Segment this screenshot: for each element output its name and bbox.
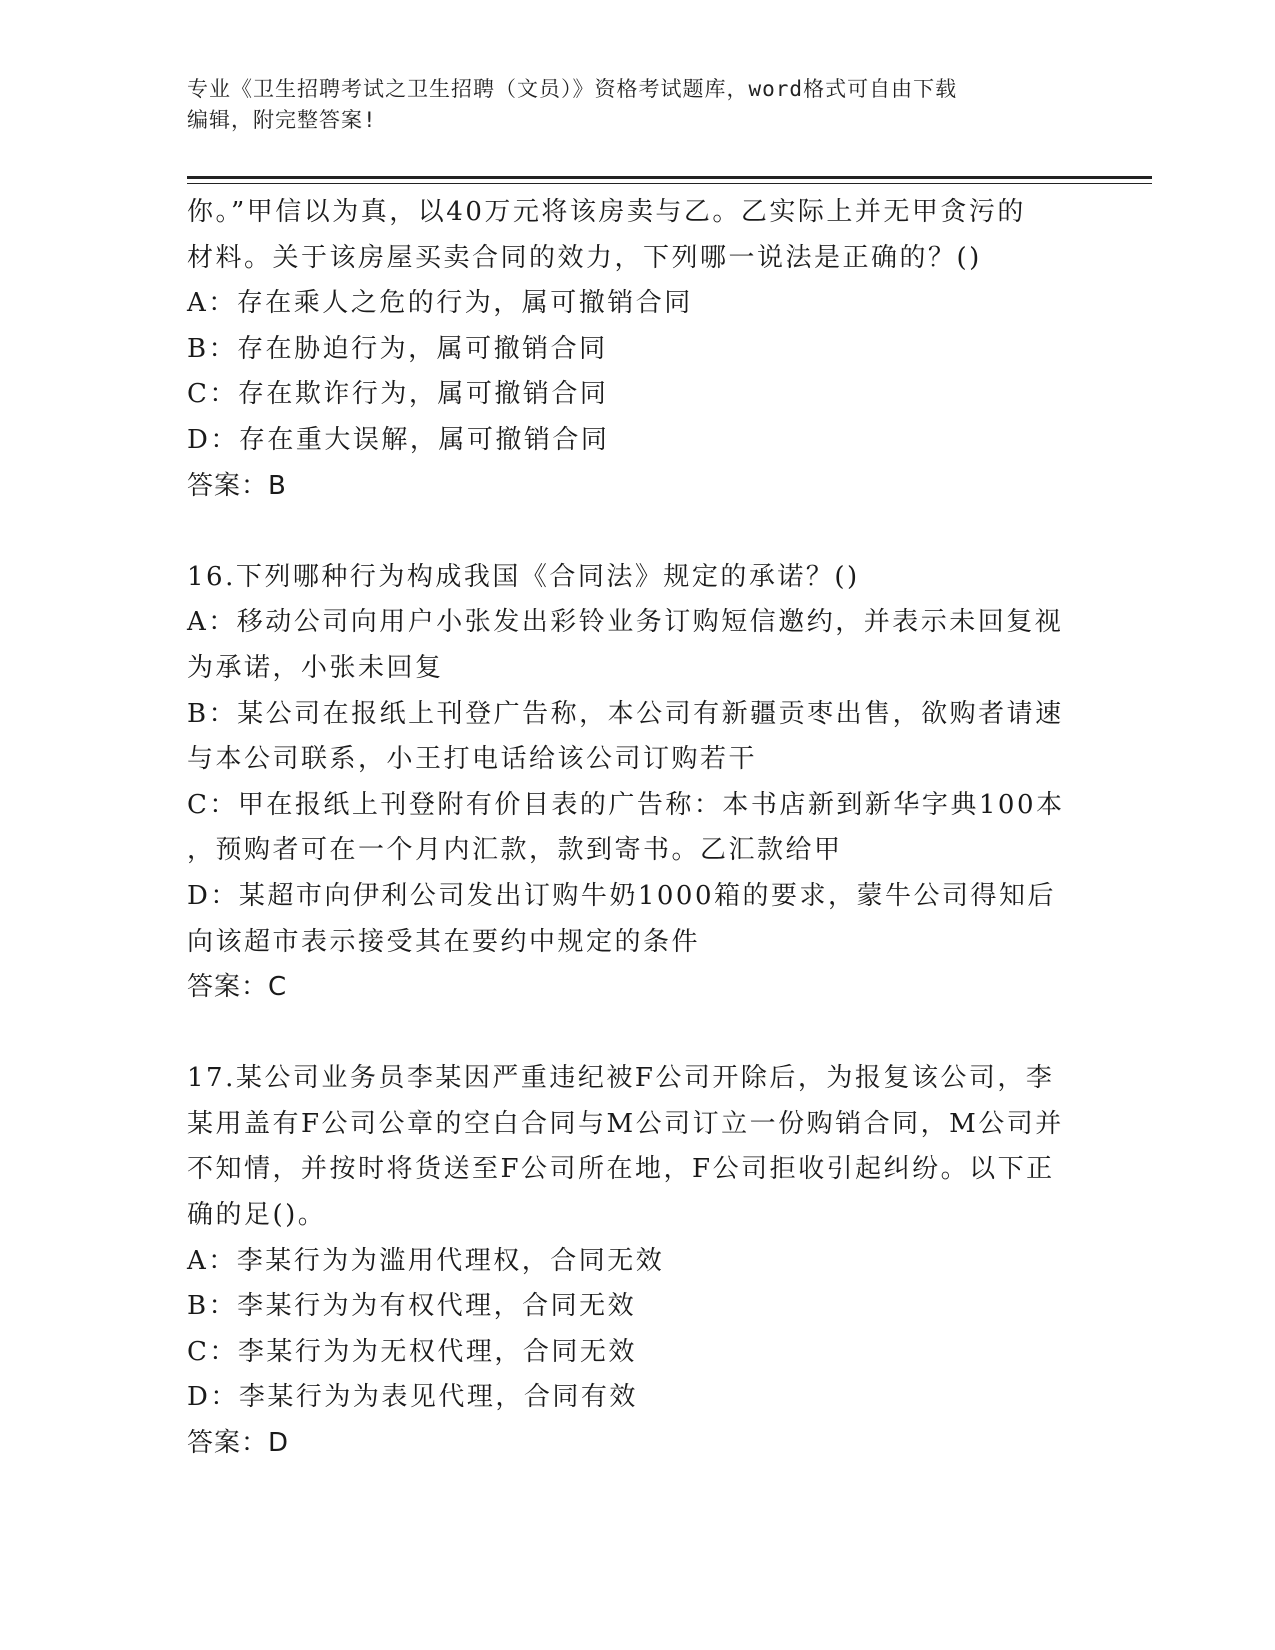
option-a: A：存在乘人之危的行为，属可撤销合同 — [187, 288, 693, 319]
option-d-continued: 向该超市表示接受其在要约中规定的条件 — [187, 926, 701, 957]
option-d: D：存在重大误解，属可撤销合同 — [187, 424, 610, 455]
question-stem-line: 某用盖有F公司公章的空白合同与M公司订立一份购销合同，M公司并 — [187, 1108, 1064, 1139]
header-divider-thick — [187, 176, 1152, 179]
option-c-continued: ，预购者可在一个月内汇款，款到寄书。乙汇款给甲 — [187, 835, 843, 866]
question-spacer — [187, 509, 1087, 555]
document-body — [187, 190, 1087, 1467]
option-b-continued: 与本公司联系，小王打电话给该公司订购若干 — [187, 744, 758, 775]
question-stem-line: 确的足()。 — [187, 1200, 327, 1231]
option-a: A：李某行为为滥用代理权，合同无效 — [187, 1245, 665, 1276]
option-c: C：甲在报纸上刊登附有价目表的广告称：本书店新到新华字典100本 — [187, 789, 1065, 820]
answer-line: 答案：D — [187, 1428, 290, 1459]
header-line-1: 专业《卫生招聘考试之卫生招聘（文员）》资格考试题库，word格式可自由下载 — [187, 77, 958, 101]
option-d: D：某超市向伊利公司发出订购牛奶1000箱的要求，蒙牛公司得知后 — [187, 880, 1057, 911]
option-a: A：移动公司向用户小张发出彩铃业务订购短信邀约，并表示未回复视 — [187, 607, 1064, 638]
answer-line: 答案：C — [187, 972, 288, 1003]
question-stem-line: 不知情，并按时将货送至F公司所在地，F公司拒收引起纠纷。以下正 — [187, 1154, 1055, 1185]
option-a-continued: 为承诺，小张未回复 — [187, 652, 444, 683]
answer-line: 答案：B — [187, 470, 287, 501]
question-stem-line: 16.下列哪种行为构成我国《合同法》规定的承诺？() — [187, 561, 860, 592]
document-header — [187, 74, 1087, 136]
header-divider-thin — [187, 183, 1152, 184]
header-line-2: 编辑，附完整答案! — [187, 108, 377, 132]
question-stem-line: 你。”甲信以为真，以40万元将该房卖与乙。乙实际上并无甲贪污的 — [187, 197, 1026, 227]
question-17 — [187, 1056, 1087, 1466]
option-b: B：李某行为为有权代理，合同无效 — [187, 1291, 637, 1322]
option-c: C：李某行为为无权代理，合同无效 — [187, 1336, 637, 1367]
option-b: B：存在胁迫行为，属可撤销合同 — [187, 333, 608, 364]
option-b: B：某公司在报纸上刊登广告称，本公司有新疆贡枣出售，欲购者请速 — [187, 698, 1064, 729]
question-16 — [187, 555, 1087, 1011]
question-stem-line: 17.某公司业务员李某因严重违纪被F公司开除后，为报复该公司，李 — [187, 1063, 1055, 1094]
option-c: C：存在欺诈行为，属可撤销合同 — [187, 379, 609, 410]
question-stem-line: 材料。关于该房屋买卖合同的效力，下列哪一说法是正确的？() — [187, 242, 982, 273]
question-15 — [187, 190, 1087, 509]
option-d: D：李某行为为表见代理，合同有效 — [187, 1382, 638, 1413]
question-spacer — [187, 1011, 1087, 1057]
